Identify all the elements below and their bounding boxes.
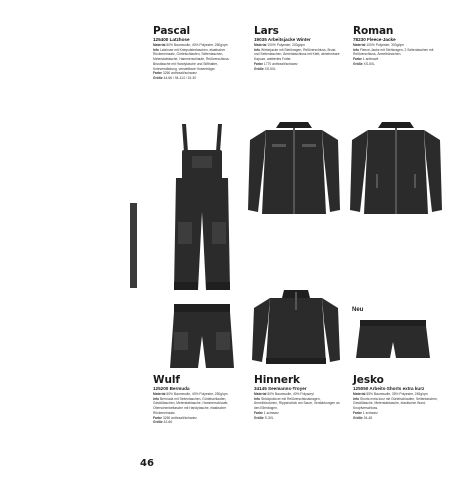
farbe-value: 1 schwarz — [263, 410, 279, 415]
info-value: Latzhose mit Kniepolstertaschen, elastischer Rückeneinsatz, Gürtelschlaufen, Seitentaschen, Meterstabtasche, Hammerschlaufe, Reißverschluss-Brusttasche mit Handytasche und Stifthalter, Knieverstärkung, verstellbare Hosenträger. — [153, 47, 230, 71]
new-badge: Neu — [352, 307, 364, 313]
groesse-label: Größe — [254, 415, 264, 420]
farbe-value: 3260 anthrazit/schwarz — [162, 415, 197, 420]
farbe-label: Farbe — [254, 61, 263, 66]
farbe-label: Farbe — [153, 415, 162, 420]
info-value: Winterjacke mit Stehkragen, Reißverschluss, Brust- und Seitentaschen, Ärmelabschluss mit Klett, abnehmbare Kapuze, wattiertes Futter. — [254, 47, 340, 62]
groesse-value: XS-5XL — [264, 66, 277, 71]
bermuda-shorts-image — [164, 302, 240, 372]
material-value: 60% Baumwolle, 40% Polyester, 250g/qm — [166, 392, 228, 396]
groesse-value: S-3XL — [264, 415, 274, 420]
product-description — [254, 43, 340, 71]
farbe-label: Farbe — [254, 410, 263, 415]
groesse-value: 44-66 / 94-114 / 24-30 — [163, 75, 197, 80]
info-label: Info — [353, 396, 360, 401]
groesse-label: Größe — [254, 66, 264, 71]
info-value: Fleece-Jacke mit Stehkragen, 2 Seitentaschen mit Reißverschluss, Ärmelbündchen. — [353, 47, 434, 57]
product-description — [153, 43, 239, 81]
groesse-label: Größe — [353, 61, 363, 66]
material-label: Material — [153, 392, 166, 396]
product-hinnerk — [254, 374, 340, 420]
material-value: 60% Baumwolle, 40% Polyester, 250g/qm — [166, 43, 228, 47]
product-lars — [254, 25, 340, 71]
groesse-label: Größe — [153, 420, 163, 425]
product-jesko — [353, 374, 443, 420]
product-code: 125400 Latzhose — [153, 37, 190, 42]
product-pascal — [153, 25, 239, 81]
material-value: 60% Baumwolle, 40% Polyacryl — [267, 392, 314, 396]
info-value: Strickpullover mit Reißverschlusskragen, Ärmelbündchen, Rippenstrick am Saum, Verstärkungen an den Ellenbogen. — [254, 396, 340, 411]
side-tab-marker — [130, 203, 137, 288]
farbe-value: 1770 anthrazit/schwarz — [263, 61, 298, 66]
product-name: Hinnerk — [254, 374, 300, 386]
farbe-value: 3260 anthrazit/schwarz — [162, 71, 197, 76]
info-label: Info — [153, 47, 160, 52]
bib-overall-image — [164, 122, 240, 292]
product-code: 125200 Bermuda — [153, 386, 190, 391]
groesse-value: 42-66 — [163, 420, 173, 425]
farbe-label: Farbe — [153, 71, 162, 76]
material-value: 65% Baumwolle, 35% Polyester, 245g/qm — [366, 392, 428, 396]
groesse-value: 34-48 — [363, 415, 373, 420]
product-name: Lars — [254, 25, 279, 37]
product-description — [353, 43, 441, 67]
farbe-label: Farbe — [353, 57, 362, 62]
product-name: Jesko — [353, 374, 384, 386]
product-code: 19035 Arbeitsjacke Winter — [254, 37, 311, 42]
info-label: Info — [353, 47, 360, 52]
knit-sweater-image — [250, 288, 342, 368]
material-value: 100% Polyester, 300g/qm — [366, 43, 404, 47]
farbe-value: 1 anthrazit — [362, 57, 379, 62]
farbe-value: 1 schwarz — [362, 410, 378, 415]
info-label: Info — [254, 47, 261, 52]
page-number: 46 — [140, 458, 154, 469]
fleece-jacket-image — [348, 118, 444, 218]
product-name: Roman — [353, 25, 394, 37]
product-wulf — [153, 374, 241, 425]
info-value: Bermuda mit Seitentaschen, Gürtelschlaufen, Gesäßtaschen, Meterstabtasche, Hammerschlaufe, Oberschenkeltasche mit Handytasche, elastischer Rückeneinsatz. — [153, 396, 229, 415]
product-description — [254, 392, 340, 420]
product-name: Wulf — [153, 374, 180, 386]
product-description — [353, 392, 443, 420]
product-code: 34145 Seemanns-Troyer — [254, 386, 307, 391]
material-label: Material — [153, 43, 166, 47]
groesse-label: Größe — [353, 415, 363, 420]
product-roman — [353, 25, 441, 67]
short-shorts-image — [352, 318, 434, 360]
product-description — [153, 392, 241, 425]
groesse-value: XS-5XL — [363, 61, 376, 66]
product-code: 125050 Arbeits-Shorts extra kurz — [353, 386, 425, 391]
material-value: 100% Polyester, 200g/qm — [267, 43, 305, 47]
groesse-label: Größe — [153, 75, 163, 80]
product-code: 78230 Fleece-Jacke — [353, 37, 396, 42]
material-label: Material — [353, 43, 366, 47]
material-label: Material — [254, 43, 267, 47]
info-value: Shorts extra kurz mit Gürtelschlaufen, Seitentaschen, Gesäßtasche, Meterstabtasche, elastischer Bund, Knopfverschluss. — [353, 396, 438, 411]
product-name: Pascal — [153, 25, 191, 37]
info-label: Info — [153, 396, 160, 401]
material-label: Material — [353, 392, 366, 396]
farbe-label: Farbe — [353, 410, 362, 415]
info-label: Info — [254, 396, 261, 401]
winter-jacket-image — [246, 118, 342, 218]
material-label: Material — [254, 392, 267, 396]
